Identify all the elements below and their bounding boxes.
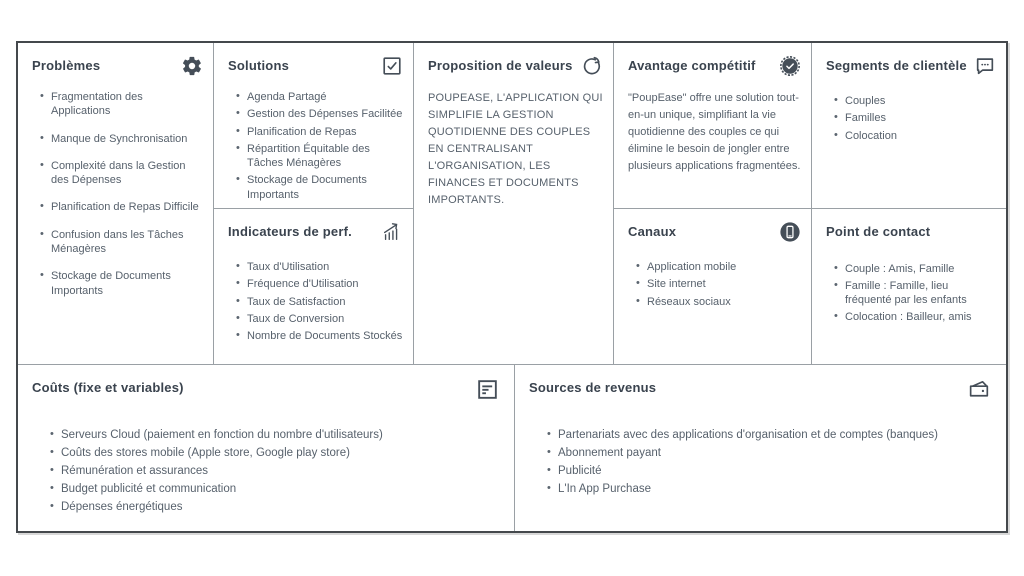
- list-item: • Application mobile: [636, 260, 801, 274]
- note-icon: [475, 377, 500, 402]
- growth-chart-icon: [381, 221, 403, 243]
- section-list: [826, 262, 996, 325]
- list-item: • Fragmentation des Applications: [40, 90, 203, 119]
- section-segments: [812, 43, 1006, 209]
- list-item: • Rémunération et assurances: [50, 464, 500, 479]
- list-item: • Budget publicité et communication: [50, 482, 500, 497]
- section-header: [228, 221, 403, 243]
- business-model-canvas: [16, 41, 1008, 533]
- section-solutions: [214, 43, 414, 209]
- list-item: • Taux de Conversion: [236, 312, 403, 326]
- list-item: • Manque de Synchronisation: [40, 132, 203, 146]
- section-list: [826, 94, 996, 143]
- section-text: POUPEASE, L'APPLICATION QUI SIMPLIFIE LA GESTION QUOTIDIENNE DES COUPLES EN CENTRALISANT L'ORGANISATION, LES FINANCES ET DOCUMENTS IMPORTANTS.: [428, 92, 603, 207]
- pie-chart-icon: [581, 55, 603, 77]
- section-list: [32, 90, 203, 298]
- list-item: • Colocation: [834, 129, 996, 143]
- list-item: • Serveurs Cloud (paiement en fonction du nombre d'utilisateurs): [50, 428, 500, 443]
- gear-icon: [181, 55, 203, 77]
- section-header: [32, 55, 203, 77]
- list-item: • Fréquence d'Utilisation: [236, 277, 403, 291]
- section-header: [628, 221, 801, 243]
- section-header: [529, 377, 992, 402]
- section-revenue: [515, 365, 1006, 531]
- section-list: [628, 260, 801, 309]
- smartphone-icon: [779, 221, 801, 243]
- section-header: [826, 55, 996, 77]
- list-item: • Taux de Satisfaction: [236, 295, 403, 309]
- section-header: [32, 377, 500, 402]
- checkbox-icon: [381, 55, 403, 77]
- section-advantage: [614, 43, 812, 209]
- section-list: [228, 90, 403, 202]
- list-item: • Complexité dans la Gestion des Dépenses: [40, 159, 203, 188]
- list-item: • Réseaux sociaux: [636, 295, 801, 309]
- list-item: • Répartition Équitable des Tâches Ménagères: [236, 142, 403, 171]
- section-title: Proposition de valeurs: [428, 58, 573, 73]
- section-costs: [18, 365, 515, 531]
- section-list: [228, 260, 403, 343]
- list-item: • Publicité: [547, 464, 992, 479]
- section-list: [529, 428, 992, 497]
- section-title: Solutions: [228, 58, 290, 73]
- section-header: [428, 55, 603, 77]
- list-item: • Dépenses énergétiques: [50, 500, 500, 515]
- list-item: • Couple : Amis, Famille: [834, 262, 996, 276]
- section-header: [826, 221, 996, 240]
- list-item: • Familles: [834, 111, 996, 125]
- list-item: • Partenariats avec des applications d'organisation et de comptes (banques): [547, 428, 992, 443]
- section-header: [628, 55, 801, 77]
- section-problems: [18, 43, 214, 365]
- list-item: • Gestion des Dépenses Facilitée: [236, 107, 403, 121]
- section-title: Avantage compétitif: [628, 58, 756, 73]
- list-item: • Agenda Partagé: [236, 90, 403, 104]
- list-item: • Site internet: [636, 277, 801, 291]
- section-title: Indicateurs de perf.: [228, 224, 352, 239]
- section-title: Point de contact: [826, 224, 931, 239]
- section-title: Coûts (fixe et variables): [32, 380, 184, 395]
- list-item: • L'In App Purchase: [547, 482, 992, 497]
- section-channels: [614, 209, 812, 365]
- section-header: [228, 55, 403, 77]
- list-item: • Couples: [834, 94, 996, 108]
- section-title: Sources de revenus: [529, 380, 657, 395]
- list-item: • Planification de Repas: [236, 125, 403, 139]
- list-item: • Abonnement payant: [547, 446, 992, 461]
- list-item: • Colocation : Bailleur, amis: [834, 310, 996, 324]
- section-list: [32, 428, 500, 515]
- chat-bubble-icon: [974, 55, 996, 77]
- section-title: Canaux: [628, 224, 677, 239]
- list-item: • Nombre de Documents Stockés: [236, 329, 403, 343]
- list-item: • Taux d'Utilisation: [236, 260, 403, 274]
- list-item: • Stockage de Documents Importants: [236, 173, 403, 202]
- list-item: • Famille : Famille, lieu fréquenté par les enfants: [834, 279, 996, 308]
- list-item: • Coûts des stores mobile (Apple store, Google play store): [50, 446, 500, 461]
- section-title: Segments de clientèle: [826, 58, 967, 73]
- wallet-icon: [967, 377, 992, 402]
- section-text: "PoupEase" offre une solution tout-en-un unique, simplifiant la vie quotidienne des couples ce qui élimine le besoin de jongler entre plusieurs applications fragmentées.: [628, 92, 801, 173]
- badge-check-icon: [779, 55, 801, 77]
- section-contact: [812, 209, 1006, 365]
- section-kpi: [214, 209, 414, 365]
- section-title: Problèmes: [32, 58, 101, 73]
- list-item: • Stockage de Documents Importants: [40, 269, 203, 298]
- section-value-proposition: [414, 43, 614, 365]
- list-item: • Confusion dans les Tâches Ménagères: [40, 228, 203, 257]
- list-item: • Planification de Repas Difficile: [40, 200, 203, 214]
